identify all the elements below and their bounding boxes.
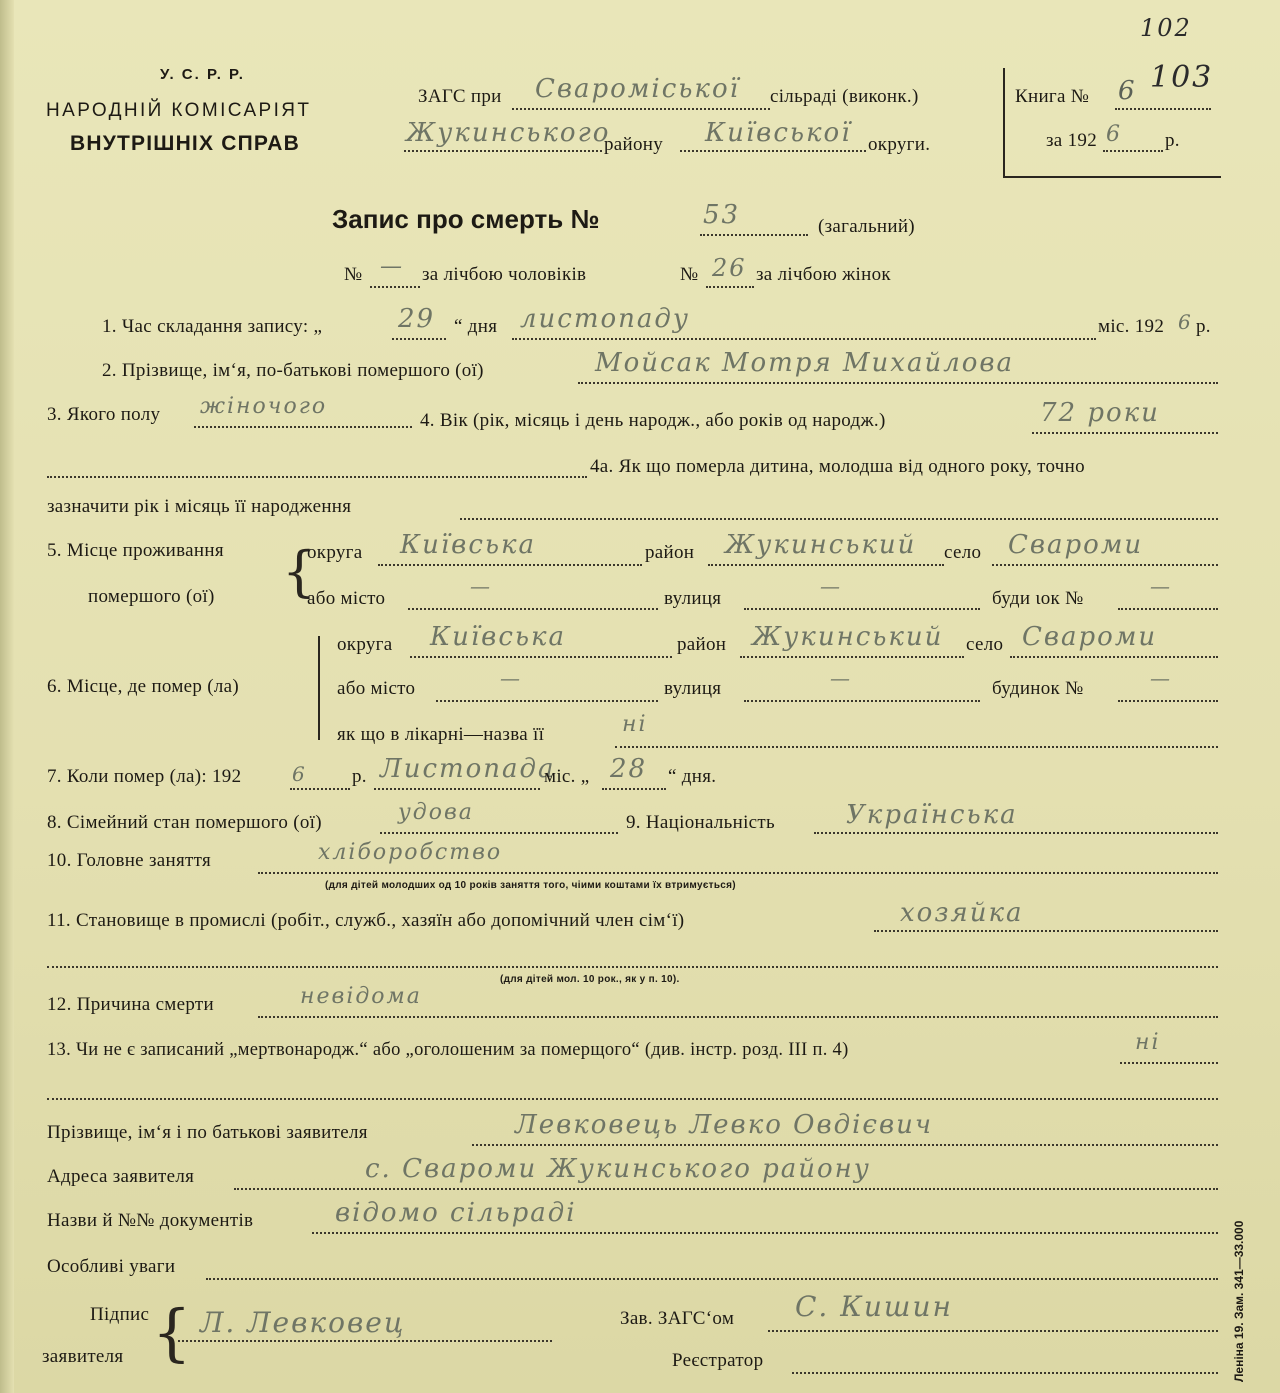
sign-brace: { — [152, 1296, 192, 1369]
f7-month: Листопада — [380, 754, 556, 784]
f5-selo-value: Свароми — [1008, 530, 1144, 560]
year-value: 6 — [1106, 122, 1122, 147]
page-number: 102 — [1140, 14, 1192, 42]
f6-bracket — [318, 636, 320, 740]
book-line — [1115, 108, 1211, 110]
f13-label: 13. Чи не є записаний „мертвонародж.“ або „оголошеним за померщого“ (див. інстр. розд. III п. 4) — [47, 1040, 849, 1060]
f7-r: р. — [352, 766, 367, 787]
district-label: району — [604, 134, 664, 155]
f5-selo: село — [944, 542, 982, 563]
record-title: Запис про смерть № — [332, 204, 600, 234]
applicant-name-line — [472, 1144, 1218, 1146]
applicant-docs-label: Назви й №№ документів — [47, 1210, 254, 1231]
f6-likarnia: як що в лікарні—назва її — [337, 724, 545, 745]
women-label: за лічбою жінок — [756, 264, 891, 285]
f6-selo-value: Свароми — [1022, 622, 1158, 652]
f1-label: 1. Час складання запису: „ — [102, 316, 323, 337]
f1-end-prefix: міс. 192 — [1098, 316, 1165, 337]
f5-label2: помершого (ої) — [88, 586, 215, 607]
f2-label: 2. Прізвище, ім‘я, по-батькові помершого (ої) — [102, 360, 484, 381]
f5-vulytsia-value: — — [820, 574, 842, 598]
f6-okruha-line — [410, 656, 672, 658]
book-value: 6 — [1118, 76, 1137, 106]
f1-month: листопаду — [520, 304, 690, 334]
f7-year: 6 — [292, 762, 307, 786]
book-label: Книга № — [1015, 86, 1090, 107]
applicant-address-value: с. Свароми Жукинського району — [365, 1154, 871, 1184]
commissariat-line2: ВНУТРІШНІХ СПРАВ — [70, 132, 300, 155]
f12-value: невідома — [300, 984, 422, 1009]
applicant-docs-value: відомо сільраді — [335, 1198, 577, 1228]
head-line — [768, 1330, 1218, 1332]
f10-label: 10. Головне заняття — [47, 850, 212, 871]
f6-raion-value: Жукинський — [752, 622, 944, 652]
record-general: (загальний) — [818, 216, 915, 237]
f6-raion-line — [740, 656, 964, 658]
zags-label: ЗАГС при — [418, 86, 502, 107]
f7-mis: міс. „ — [544, 766, 590, 787]
applicant-address-line — [234, 1188, 1218, 1190]
f13-line2 — [47, 1098, 1218, 1100]
f2-line — [578, 382, 1218, 384]
f6-misto-value: — — [500, 666, 522, 690]
f5-okruha-line — [378, 564, 642, 566]
district-line — [404, 150, 602, 152]
f6-label: 6. Місце, де помер (ла) — [47, 676, 240, 697]
applicant-name-label: Прізвище, ім‘я і по батькові заявителя — [47, 1122, 368, 1143]
men-label: за лічбою чоловіків — [422, 264, 587, 285]
f11-value: хозяйка — [900, 898, 1024, 928]
f4-value: 72 роки — [1040, 398, 1160, 428]
f5-budynok-value: — — [1150, 574, 1172, 598]
head-value: С. Кишин — [795, 1290, 953, 1323]
f6-misto-line — [436, 700, 658, 702]
district-value: Жукинського — [406, 118, 611, 148]
f6-likarnia-value: ні — [622, 712, 648, 737]
f6-budynok: будинок № — [992, 678, 1084, 699]
f5-misto: або місто — [307, 588, 386, 609]
men-value: — — [380, 254, 404, 279]
okruha-value: Київської — [705, 118, 852, 148]
registrar-label: Реєстратор — [672, 1350, 764, 1371]
f6-okruha-value: Київська — [430, 622, 567, 652]
women-prefix: № — [680, 264, 699, 285]
sign-line — [178, 1340, 552, 1342]
f4-line — [1032, 432, 1218, 434]
f1-year: 6 — [1178, 310, 1193, 334]
f6-likarnia-line — [615, 746, 1218, 748]
f7-month-line — [374, 788, 540, 790]
sign-value: Л. Левковец — [200, 1306, 406, 1339]
men-prefix: № — [344, 264, 363, 285]
f5-budynok-line — [1118, 608, 1218, 610]
f1-month-line — [512, 338, 1096, 340]
f4a-label: 4а. Як що померла дитина, молодша від одного року, точно — [590, 456, 1085, 477]
f7-day-line — [602, 788, 666, 790]
f7-end: “ дня. — [668, 766, 717, 787]
f5-misto-value: — — [470, 574, 492, 598]
f1-mid: “ дня — [454, 316, 498, 337]
f10-line — [258, 872, 1218, 874]
f8-value: удова — [398, 800, 474, 825]
year-line — [1103, 150, 1163, 152]
women-value: 26 — [712, 254, 747, 282]
f4a-line2 — [460, 518, 1218, 520]
commissariat-line1: НАРОДНІЙ КОМІСАРІЯТ — [46, 100, 312, 121]
f13-value: ні — [1135, 1030, 1161, 1055]
f6-vulytsia-value: — — [830, 666, 852, 690]
record-number: 53 — [703, 200, 741, 230]
f6-budynok-value: — — [1150, 666, 1172, 690]
f6-misto: або місто — [337, 678, 416, 699]
f5-misto-line — [408, 608, 658, 610]
f6-vulytsia: вулиця — [664, 678, 722, 699]
f11-line — [874, 930, 1218, 932]
okruha-label: округи. — [868, 134, 931, 155]
f5-raion-line — [708, 564, 944, 566]
f1-end-suffix: р. — [1196, 316, 1211, 337]
applicant-docs-line — [312, 1232, 1218, 1234]
men-line — [370, 286, 420, 288]
f5-brace: { — [282, 540, 317, 603]
f7-label: 7. Коли помер (ла): 192 — [47, 766, 242, 787]
silradi-label: сільраді (виконк.) — [770, 86, 919, 107]
f9-label: 9. Національність — [626, 812, 775, 833]
f6-raion: район — [677, 634, 727, 655]
f9-line — [814, 832, 1218, 834]
f5-label1: 5. Місце проживання — [47, 540, 224, 561]
f12-line — [258, 1016, 1218, 1018]
f5-raion: район — [645, 542, 695, 563]
f5-selo-line — [992, 564, 1218, 566]
f5-okruha-value: Київська — [400, 530, 537, 560]
republic-label: У. С. Р. Р. — [160, 66, 245, 83]
f9-value: Українська — [846, 800, 1018, 830]
f1-day-line — [392, 338, 446, 340]
f10-value: хліборобство — [318, 840, 503, 865]
f8-line — [380, 832, 618, 834]
sign-label2: заявителя — [42, 1346, 124, 1367]
f3-value: жіночого — [200, 394, 328, 419]
year-prefix: за 192 — [1046, 130, 1097, 151]
f5-okruha: округа — [307, 542, 363, 563]
f11-note: (для дітей мол. 10 рок., як у п. 10). — [500, 974, 680, 985]
f7-day: 28 — [610, 754, 648, 784]
women-line — [706, 286, 754, 288]
f10-note: (для дітей молодших од 10 років заняття того, чіими коштами їх втримується) — [325, 880, 736, 891]
f5-vulytsia: вулиця — [664, 588, 722, 609]
f6-vulytsia-line — [744, 700, 980, 702]
f11-label: 11. Становище в промислі (робіт., служб., хазяїн або допомічний член сім‘ї) — [47, 910, 685, 931]
f13-line — [1120, 1062, 1218, 1064]
f1-day: 29 — [398, 304, 436, 334]
print-note: Леніна 19. Зам. 341—33.000 — [1232, 1220, 1246, 1382]
f3-label: 3. Якого полу — [47, 404, 161, 425]
f5-vulytsia-line — [744, 608, 980, 610]
f8-label: 8. Сімейний стан помершого (ої) — [47, 812, 322, 833]
year-suffix: р. — [1165, 130, 1180, 151]
f4-label: 4. Вік (рік, місяць і день народж., або років од народж.) — [420, 410, 886, 431]
f6-budynok-line — [1118, 700, 1218, 702]
f5-budynok: буди ιок № — [992, 588, 1084, 609]
sign-label1: Підпис — [90, 1304, 150, 1325]
f11-line2 — [47, 966, 1218, 968]
head-label: Зав. ЗАГС‘ом — [620, 1308, 735, 1329]
f2-value: Мойсак Мотря Михайлова — [595, 348, 1015, 378]
f4a-label2: зазначити рік і місяць її народження — [47, 496, 352, 517]
f3-line — [194, 426, 412, 428]
f6-selo: село — [966, 634, 1004, 655]
applicant-name-value: Левковець Левко Овдієвич — [515, 1110, 933, 1140]
okruha-line — [680, 150, 866, 152]
applicant-notes-line — [206, 1278, 1218, 1280]
registrar-line — [792, 1372, 1218, 1374]
f6-selo-line — [1010, 656, 1218, 658]
f6-okruha: округа — [337, 634, 393, 655]
f12-label: 12. Причина смерти — [47, 994, 214, 1015]
applicant-address-label: Адреса заявителя — [47, 1166, 195, 1187]
zags-line — [512, 108, 770, 110]
f4a-line — [47, 476, 587, 478]
zags-value: Свароміської — [535, 74, 740, 104]
applicant-notes-label: Особливі уваги — [47, 1256, 176, 1277]
record-number-line — [700, 234, 808, 236]
left-edge — [0, 0, 14, 1393]
f7-year-line — [290, 788, 350, 790]
book-extra: 103 — [1150, 60, 1214, 95]
f5-raion-value: Жукинський — [725, 530, 917, 560]
